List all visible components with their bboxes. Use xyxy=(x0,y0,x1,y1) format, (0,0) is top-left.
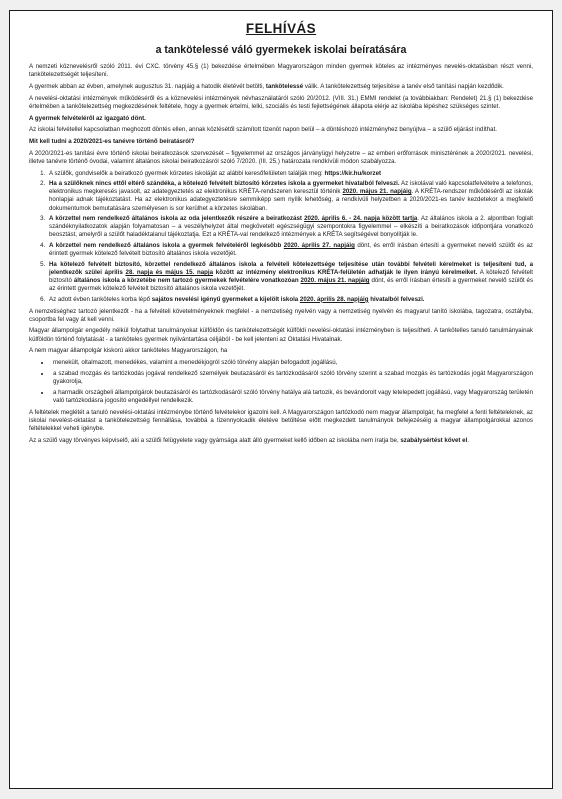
list-item: 2. Ha a szülőknek nincs ettől eltérő szándéka, a kötelező felvételt biztosító körzetes iskola a gyermeket hivatalból felveszi. Az iskolával való kapcsolatfelvételre a telefonos, elektronikus megkeresés javasolt, az adategyeztetés az elektronikus KRÉTA-rendszeren keresztül történik 2020. május 21. napjáig. A KRÉTA-rendszer működéséről az iskolák honlapjai adnak tájékoztatást. Ha az elektronikus adategyeztetésre semmiképp sem nyílik lehetőség, a rendkívüli helyzetben a 2020/2021-es tanév kezdetekor a megfelelő dokumentumok bemutatására személyesen is sor kerülhet a körzetes iskolában. xyxy=(47,180,533,212)
paragraph: Magyar állampolgár engedély nélkül folytathat tanulmányokat külföldön és tankötelezettségét külföldi nevelési-oktatási intézményben is teljesítheti. A tankötelles tanuló tanulmányainak külföldön történő folytatását - a tanköteles gyermek nyilvántartása céljából - be kell jelenteni az Oktatási Hivatalnak. xyxy=(29,327,533,343)
document-title: FELHÍVÁS xyxy=(245,21,317,36)
notice-page xyxy=(9,10,553,789)
list-item: 3. A körzettel nem rendelkező általános iskola az oda jelentkezők részére a beiratkozást 2020. április 6. - 24. napja között tartja. Az általános iskola a 2. alpontban foglalt szándéknyilatkozatok alapján folyamatosan – a veszélyhelyzet által megkövetelt egészségügyi szempontokra figyelemmel – elkészíti a beiratkozások időpontjára vonatkozó beosztást, amelyről a szülőt haladéktalanul tájékoztatja. Ezt a KRÉTA-val rendelkező intézmények a KRÉTA segítségével bonyolítják le. xyxy=(47,215,533,239)
section-heading: Mit kell tudni a 2020/2021-es tanévre történő beíratásról? xyxy=(29,138,195,146)
list-item: • a harmadik országbeli állampolgárok beutazásáról és tartózkodásáról szóló törvény hatálya alá tartozik, és bevándorolt vagy letelepedett jogállású, vagy Magyarország területén való tartózkodásra jogosító engedéllyel rendelkezik. xyxy=(51,389,533,405)
paragraph: A 2020/2021-es tanítási évre történő iskolai beiratkozások szervezését – figyelemmel az országos járványügyi helyzetre – az emberi erőforrások minisztérének a 2020/2021. nevelési, illetve tanévre történő óvodai, valamint általános iskolai beiratkozásról szóló 7/2020. (III. 25.) határozata rendkívüli módon szabályozza. xyxy=(29,149,533,165)
list-item: 6. Az adott évben tanköteles korba lépő sajátos nevelési igényű gyermeket a kijelölt iskola 2020. április 28. napjáig hivatalból felveszi. xyxy=(47,296,533,304)
bullet-list xyxy=(29,359,533,405)
paragraph: A nemzeti köznevelésről szóló 2011. évi CXC. törvény 45.§ (1) bekezdése értelmében Magyarországon minden gyermek köteles az intézményes nevelés-oktatásban részt venni, tankötelezettségét teljesíteni. xyxy=(29,63,533,79)
section-heading: A gyermek felvételéről az igazgató dönt. xyxy=(29,114,146,122)
list-item: 5. Ha kötelező felvételt biztosító, körzettel rendelkező általános iskola a felvételi kötelezettsége teljesítése után további felvételi kérelmeket is teljesíteni tud, a jelentkezők szülei április 28. napja és május 15. napja között az intézmény elektronikus KRÉTA-felületén adhatják le ilyen irányú kérelmeiket. A kötelező felvételt biztosító általános iskola a körzetébe nem tartozó gyermekek felvételére vonatkozóan 2020. május 21. napjáig dönt, és erről írásban értesíti a gyermeket nevelő szülőt és az érintett gyermek kötelező felvételt biztosító általános iskola vezetőjét. xyxy=(47,261,533,293)
paragraph: Az a szülő vagy törvényes képviselő, aki a szülői felügyelete vagy gyámsága alatt álló gyermeket kellő időben az iskolába nem íratja be, szabálysértést követ el. xyxy=(29,436,469,444)
paragraph: A nemzetiséghez tartozó jelentkezőt - ha a felvételi követelményeknek megfelel - a nemzetiség nyelvén vagy a nemzetiség nyelvén és magyarul tanító iskolába, tagozatra, osztályba, csoportba fel vagy át kell venni. xyxy=(29,307,533,323)
list-item: • menekült, oltalmazott, menedékes, valamint a menedékjogról szóló törvény alapján befogadott jogállású, xyxy=(51,359,533,367)
paragraph: A feltételek meglétét a tanuló nevelési-oktatási intézménybe történő felvételekor igazolni kell. A Magyarországon tartózkodó nem magyar állampolgár, ha megfelel a fenti feltételeknek, az iskolai nevelést-oktatást a tankötelezettség fennállása, továbbá a tizennyolcadik életéve betöltése előtt megkezdett tanulmányok befejezéséig a magyar állampolgárokkal azonos feltételekkel veheti igénybe. xyxy=(29,408,533,432)
document-subtitle: a tankötelessé váló gyermekek iskolai beíratására xyxy=(155,44,407,56)
list-item: • a szabad mozgás és tartózkodás jogával rendelkező személyek beutazásáról és tartózkodásáról szóló törvény szerint a szabad mozgás és tartózkodás jogát Magyarországon gyakorolja, xyxy=(51,370,533,386)
numbered-list xyxy=(29,170,533,304)
paragraph: A gyermek abban az évben, amelynek augusztus 31. napjáig a hatodik életévét betölti, tankötelessé válik. A tankötelezettség teljesítése a tanév első tanítási napján kezdődik. xyxy=(29,82,504,90)
kir-link[interactable]: https://kir.hu/korzet xyxy=(324,169,382,177)
paragraph: A nevelési-oktatási intézmények működéséről és a köznevelési intézmények névhasználatáról szóló 20/2012. (VIII. 31.) EMMI rendelet (a továbbiakban: Rendelet) 21.§ (1) bekezdése értelmében a tankötelezettség megkezdésének feltétele, hogy a gyermek értelmi, lelki, szociális és testi fejlettségének állapota elérje az iskolába lépéshez szükséges szintet. xyxy=(29,94,533,110)
list-item: 1. A szülők, gondviselők a beiratkozó gyermek körzetes iskoláját az alábbi keresőfelületen találják meg: https://kir.hu/korzet xyxy=(47,170,533,178)
paragraph: A nem magyar állampolgár kiskorú akkor tanköteles Magyarországon, ha xyxy=(29,347,228,355)
list-item: 4. A körzettel nem rendelkező általános iskola a gyermek felvételéről legkésőbb 2020. április 27. napjáig dönt, és erről írásban értesíti a gyermeket nevelő szülőt és az érintett gyermek kötelező felvételt biztosító általános iskola vezetőjét. xyxy=(47,242,533,258)
paragraph: Az iskolai felvétellel kapcsolatban meghozott döntés ellen, annak közlésétől számított tizenöt napon belül – a döntéshozó intézményhez benyújtva – a szülő eljárást indíthat. xyxy=(29,126,497,134)
